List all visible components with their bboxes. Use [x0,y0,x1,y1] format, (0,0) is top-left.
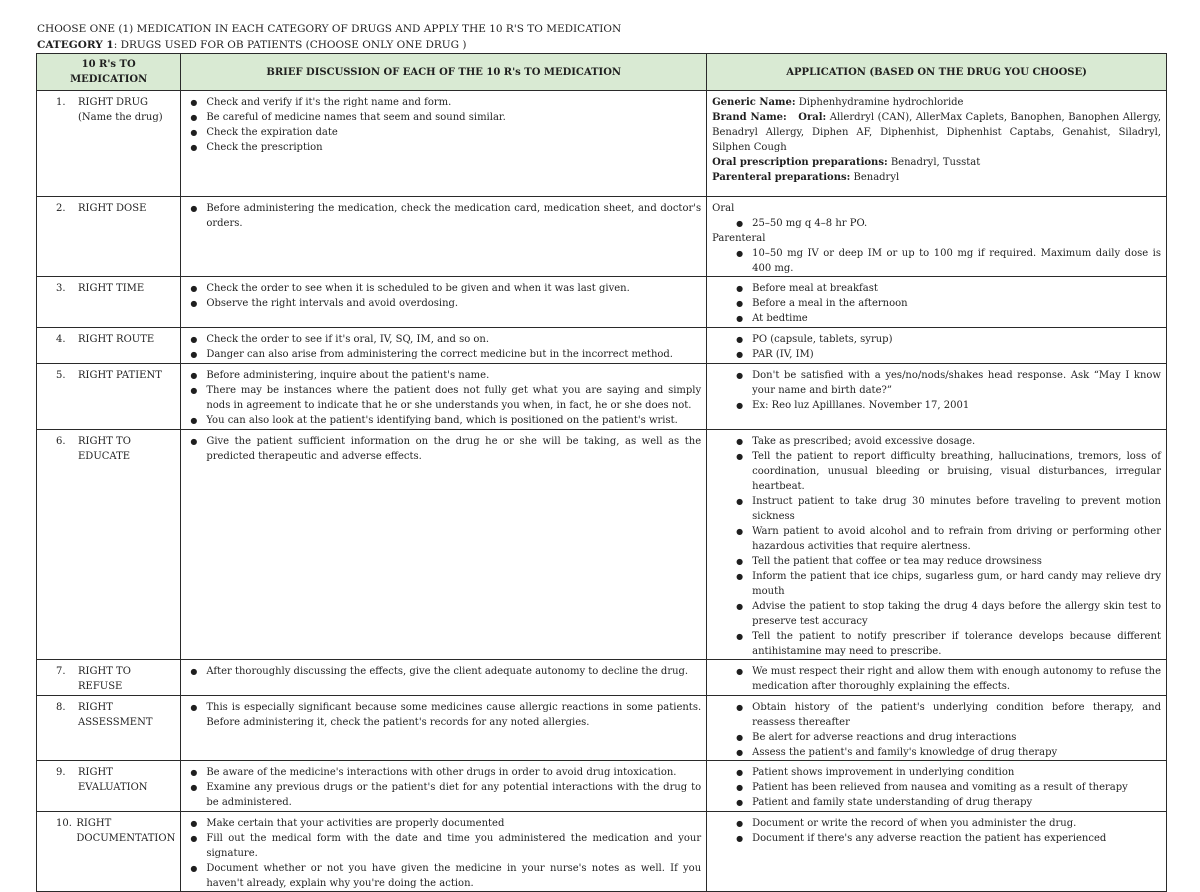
application-cell [707,364,1167,430]
right-name-cell [37,328,181,364]
right-name-cell [37,91,181,197]
list-item: ● PAR (IV, IM) [732,347,1161,362]
brand-name-line [712,110,1161,155]
parenteral-prep-line [712,170,1161,185]
list-item: ● Before administering the medication, check the medication card, medication sheet, and doctor's orders. [186,201,701,231]
row-number: 4. [56,334,66,345]
list-item: ● Check the prescription [186,140,701,155]
instruction-line: CHOOSE ONE (1) MEDICATION IN EACH CATEGORY OF DRUGS AND APPLY THE 10 R'S TO MEDICATION [37,23,622,35]
discussion-cell [181,696,707,761]
list-item: ● You can also look at the patient's identifying band, which is positioned on the patient's wrist. [186,413,701,428]
medication-table [36,53,1167,892]
list-item: ● 10–50 mg IV or deep IM or up to 100 mg if required. Maximum daily dose is 400 mg. [732,246,1161,276]
discussion-cell [181,277,707,328]
list-item: ● Fill out the medical form with the date and time you administered the medication and your signature. [186,831,701,861]
application-cell [707,660,1167,696]
list-item: ● Tell the patient to notify prescriber if tolerance develops because different antihistamine may need to prescribe. [732,629,1161,659]
generic-name-value: Diphenhydramine hydrochloride [795,97,964,108]
list-item: ● At bedtime [732,311,1161,326]
right-label: RIGHT DOCUMENTATION [76,818,176,844]
parenteral-prep-label: Parenteral preparations: [712,172,851,183]
discussion-cell [181,91,707,197]
right-name-cell [37,761,181,812]
table-row [37,430,1167,660]
generic-name-line [712,95,1161,110]
list-item: ● Examine any previous drugs or the patient's diet for any potential interactions with the drug to be administered. [186,780,701,810]
list-item: ● Patient and family state understanding of drug therapy [732,795,1161,810]
list-item: ● Before a meal in the afternoon [732,296,1161,311]
application-cell [707,328,1167,364]
list-item: ● Document whether or not you have given the medicine in your nurse's notes as well. If you haven't already, explain why you're doing the action. [186,861,701,891]
right-label: RIGHT TO REFUSE [78,666,131,692]
discussion-cell [181,197,707,277]
list-item: ● Check the expiration date [186,125,701,140]
right-label: RIGHT EVALUATION [78,767,148,793]
generic-name-label: Generic Name: [712,97,796,108]
list-item: ● Don't be satisfied with a yes/no/nods/shakes head response. Ask “May I know your name and birth date?” [732,368,1161,398]
discussion-cell [181,761,707,812]
right-name-cell [37,660,181,696]
list-item: ● Check the order to see when it is scheduled to be given and when it was last given. [186,281,701,296]
list-item: ● Observe the right intervals and avoid overdosing. [186,296,701,311]
list-item: ● Advise the patient to stop taking the drug 4 days before the allergy skin test to preserve test accuracy [732,599,1161,629]
application-cell [707,696,1167,761]
discussion-cell [181,430,707,660]
right-label: RIGHT DRUG (Name the drug) [78,97,163,123]
row-number: 1. [56,97,66,108]
list-item: ● There may be instances where the patient does not fully get what you are saying and simply nods in agreement to indicate that he or she understands you when, in fact, he or she does not. [186,383,701,413]
parenteral-prep-value: Benadryl [850,172,900,183]
list-item: ● Patient has been relieved from nausea and vomiting as a result of therapy [732,780,1161,795]
table-row [37,91,1167,197]
list-item: ● Give the patient sufficient information on the drug he or she will be taking, as well as the predicted therapeutic and adverse effects. [186,434,701,464]
list-item: ● Be careful of medicine names that seem and sound similar. [186,110,701,125]
application-cell [707,812,1167,892]
list-item: ● Obtain history of the patient's underlying condition before therapy, and reassess thereafter [732,700,1161,730]
right-name-cell [37,197,181,277]
list-item: ● Before meal at breakfast [732,281,1161,296]
list-item: ● Be aware of the medicine's interactions with other drugs in order to avoid drug intoxication. [186,765,701,780]
list-item: ● Tell the patient to report difficulty breathing, hallucinations, tremors, loss of coordination, unusual bleeding or bruising, visual disturbances, irregular heartbeat. [732,449,1161,494]
list-item: ● Check and verify if it's the right name and form. [186,95,701,110]
list-item: ● 25–50 mg q 4–8 hr PO. [732,216,1161,231]
table-row [37,812,1167,892]
oral-prep-value: Benadryl, Tusstat [887,157,981,168]
list-item: ● Take as prescribed; avoid excessive dosage. [732,434,1161,449]
oral-label: Oral [712,203,735,214]
oral-prep-line [712,155,1161,170]
list-item: ● Instruct patient to take drug 30 minutes before traveling to prevent motion sickness [732,494,1161,524]
row-number: 2. [56,203,66,214]
right-name-cell [37,696,181,761]
application-cell [707,430,1167,660]
right-name-cell [37,277,181,328]
right-label: RIGHT DOSE [78,203,147,214]
table-row [37,660,1167,696]
category-label: CATEGORY 1 [37,39,114,51]
row-number: 5. [56,370,66,381]
right-label: RIGHT TIME [78,283,145,294]
list-item: ● Warn patient to avoid alcohol and to refrain from driving or performing other hazardous activities that require alertness. [732,524,1161,554]
header-10rs: 10 R's TO MEDICATION [37,54,181,91]
table-row [37,328,1167,364]
row-number: 3. [56,283,66,294]
oral-prep-label: Oral prescription preparations: [712,157,888,168]
list-item: ● Before administering, inquire about the patient's name. [186,368,701,383]
discussion-cell [181,364,707,430]
table-row [37,761,1167,812]
table-row [37,696,1167,761]
row-number: 6. [56,436,66,447]
table-row [37,364,1167,430]
application-cell [707,197,1167,277]
list-item: ● Document if there's any adverse reaction the patient has experienced [732,831,1161,846]
row-number: 9. [56,767,66,778]
row-number: 8. [56,702,66,713]
application-cell [707,277,1167,328]
discussion-cell [181,660,707,696]
list-item: ● Assess the patient's and family's knowledge of drug therapy [732,745,1161,760]
right-label: RIGHT TO EDUCATE [78,436,131,462]
list-item: ● After thoroughly discussing the effects, give the client adequate autonomy to decline the drug. [186,664,701,679]
list-item: ● PO (capsule, tablets, syrup) [732,332,1161,347]
list-item: ● Make certain that your activities are properly documented [186,816,701,831]
list-item: ● Danger can also arise from administering the correct medicine but in the incorrect method. [186,347,701,362]
right-name-cell [37,430,181,660]
table-header-row [37,54,1167,91]
list-item: ● Ex: Reo luz Apilllanes. November 17, 2001 [732,398,1161,413]
header-discussion: BRIEF DISCUSSION OF EACH OF THE 10 R's TO MEDICATION [181,54,707,91]
list-item: ● Check the order to see if it's oral, IV, SQ, IM, and so on. [186,332,701,347]
list-item: ● Inform the patient that ice chips, sugarless gum, or hard candy may relieve dry mouth [732,569,1161,599]
category-line [37,39,466,51]
row-number: 10. [56,818,72,829]
list-item: ● Be alert for adverse reactions and drug interactions [732,730,1161,745]
application-cell [707,761,1167,812]
list-item: ● Patient shows improvement in underlying condition [732,765,1161,780]
parenteral-label: Parenteral [712,233,766,244]
list-item: ● This is especially significant because some medicines cause allergic reactions in some patients. Before administering it, check the patient's records for any noted allergies. [186,700,701,730]
table-row [37,197,1167,277]
brand-name-value: Allerdryl (CAN), AllerMax Caplets, Banophen, Banophen Allergy, Benadryl Allergy, Diphen AF, Diphenhist, Diphenhist Captabs, Genahist, Siladryl, Silphen Cough [712,112,1161,153]
right-name-cell [37,812,181,892]
table-row [37,277,1167,328]
application-cell [707,91,1167,197]
right-label: RIGHT ASSESSMENT [78,702,153,728]
row-number: 7. [56,666,66,677]
discussion-cell [181,328,707,364]
discussion-cell [181,812,707,892]
brand-name-label: Brand Name: Oral: [712,112,827,123]
right-label: RIGHT PATIENT [78,370,162,381]
list-item: ● Document or write the record of when you administer the drug. [732,816,1161,831]
list-item: ● We must respect their right and allow them with enough autonomy to refuse the medication after thoroughly explaining the effects. [732,664,1161,694]
right-name-cell [37,364,181,430]
category-text: : DRUGS USED FOR OB PATIENTS (CHOOSE ONLY ONE DRUG ) [113,39,467,51]
right-label: RIGHT ROUTE [78,334,155,345]
list-item: ● Tell the patient that coffee or tea may reduce drowsiness [732,554,1161,569]
header-application: APPLICATION (BASED ON THE DRUG YOU CHOOSE) [707,54,1167,91]
